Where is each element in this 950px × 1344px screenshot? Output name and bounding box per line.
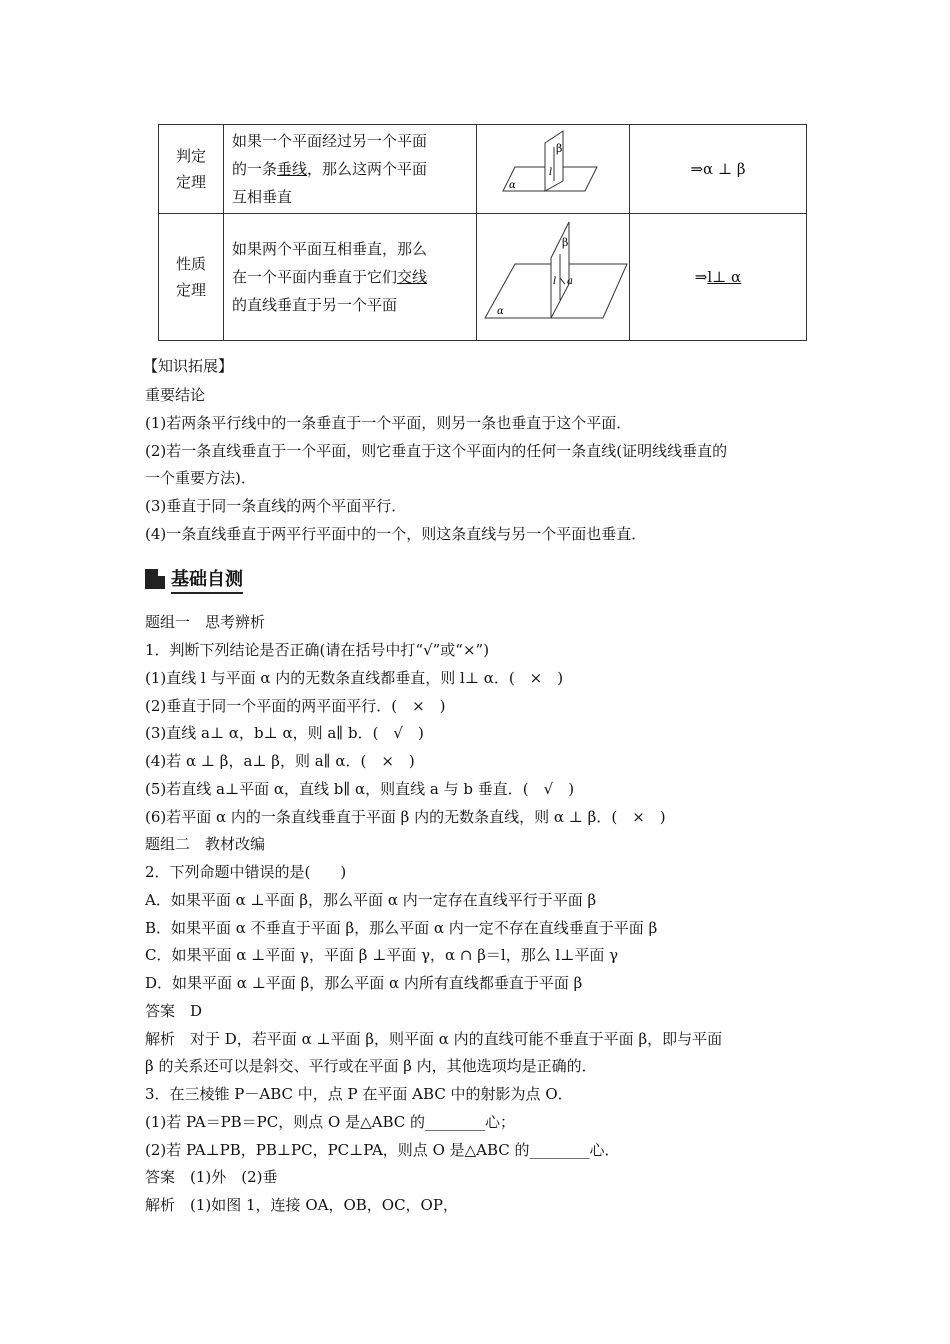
- theorem-symbol-prefix: ⇒: [694, 268, 708, 286]
- section-title: 基础自测: [171, 565, 243, 594]
- section-heading: [145, 565, 243, 593]
- judgement-item: (2)垂直于同一个平面的两平面平行．( × ): [145, 697, 446, 715]
- analysis-line: 解析 (1)如图 1，连接 OA，OB，OC，OP，: [145, 1196, 458, 1214]
- judgement-item: (4)若 α ⊥ β，a⊥ β，则 a∥ α．( × ): [145, 752, 415, 770]
- question-stem: 2．下列命题中错误的是( ): [145, 863, 347, 881]
- theorem-symbol-cell: [630, 214, 807, 341]
- judgement-item: (6)若平面 α 内的一条直线垂直于平面 β 内的无数条直线，则 α ⊥ β．( × ): [145, 808, 666, 826]
- theorem-name-cell: [159, 125, 224, 214]
- sub-question: (1)若 PA＝PB＝PC，则点 O 是△ABC 的________心；: [145, 1113, 515, 1131]
- theorem-figure-cell: [477, 214, 630, 341]
- group-heading: 题组一 思考辨析: [145, 613, 266, 631]
- label-alpha: α: [509, 180, 516, 191]
- extension-item: (2)若一条直线垂直于一个平面，则它垂直于这个平面内的任何一条直线(证明线线垂直的: [145, 442, 728, 460]
- choice-option: B．如果平面 α 不垂直于平面 β，那么平面 α 内一定不存在直线垂直于平面 β: [145, 919, 658, 937]
- perpendicular-planes-figure-2: [477, 214, 629, 336]
- table-row: [159, 125, 807, 214]
- label-l: l: [549, 167, 553, 178]
- table-row: [159, 214, 807, 341]
- extension-item: (4)一条直线垂直于两平行平面中的一个，则这条直线与另一个平面也垂直．: [145, 525, 647, 543]
- theorem-text-line: 如果两个平面互相垂直，那么: [232, 240, 428, 258]
- theorem-symbol-cell: [630, 125, 807, 214]
- text-segment: 在一个平面内垂直于它们: [232, 268, 398, 286]
- judgement-item: (5)若直线 a⊥平面 α，直线 b∥ α，则直线 a 与 b 垂直．( √ ): [145, 780, 575, 798]
- group-heading: 题组二 教材改编: [145, 835, 266, 853]
- extension-item: (1)若两条平行线中的一条垂直于一个平面，则另一条也垂直于这个平面．: [145, 414, 632, 432]
- theorem-name-line: 判定: [175, 147, 206, 165]
- extension-item: 一个重要方法)．: [145, 469, 256, 487]
- label-beta: β: [556, 142, 563, 155]
- judgement-item: (3)直线 a⊥ α，b⊥ α，则 a∥ b．( √ ): [145, 724, 424, 742]
- text-segment: ，那么这两个平面: [307, 160, 428, 178]
- label-beta: β: [562, 236, 569, 249]
- label-a: a: [567, 276, 573, 287]
- theorem-text-line: 的直线垂直于另一个平面: [232, 296, 398, 314]
- choice-option: A．如果平面 α ⊥平面 β，那么平面 α 内一定存在直线平行于平面 β: [145, 891, 597, 909]
- theorem-text-cell: [224, 214, 477, 341]
- choice-option: D．如果平面 α ⊥平面 β，那么平面 α 内所有直线都垂直于平面 β: [145, 974, 583, 992]
- question-stem: 3．在三棱锥 P－ABC 中，点 P 在平面 ABC 中的射影为点 O．: [145, 1085, 573, 1103]
- question-stem: 1．判断下列结论是否正确(请在括号中打“√”或“×”): [145, 641, 490, 659]
- sub-question: (2)若 PA⊥PB，PB⊥PC，PC⊥PA，则点 O 是△ABC 的________心．: [145, 1141, 620, 1159]
- theorem-name-cell: [159, 214, 224, 341]
- theorem-symbol-answer: l⊥ α: [707, 268, 742, 286]
- extension-item: (3)垂直于同一条直线的两个平面平行．: [145, 497, 407, 515]
- theorem-symbol: ⇒α ⊥ β: [690, 160, 746, 178]
- judgement-item: (1)直线 l 与平面 α 内的无数条直线都垂直，则 l⊥ α．( × ): [145, 669, 564, 687]
- analysis-line: 解析 对于 D，若平面 α ⊥平面 β，则平面 α 内的直线可能不垂直于平面 β，即与平面: [145, 1030, 723, 1048]
- label-l: l: [553, 276, 557, 287]
- theorem-text-cell: [224, 125, 477, 214]
- theorem-text-line: 互相垂直: [232, 188, 293, 206]
- answer-line: 答案 D: [145, 1002, 203, 1020]
- analysis-line: β 的关系还可以是斜交、平行或在平面 β 内，其他选项均是正确的．: [145, 1057, 597, 1075]
- theorem-name-line: 定理: [175, 281, 206, 299]
- underlined-term: 垂线: [277, 160, 308, 178]
- theorem-name-line: 定理: [175, 173, 206, 191]
- theorem-text-line: [232, 263, 468, 291]
- theorem-name-line: 性质: [175, 255, 206, 273]
- extension-header: 【知识拓展】: [143, 357, 234, 375]
- theorem-text-line: 如果一个平面经过另一个平面: [232, 132, 428, 150]
- underlined-term: 交线: [397, 268, 428, 286]
- extension-subheader: 重要结论: [145, 386, 206, 404]
- section-marker-icon: [145, 569, 165, 589]
- theorem-table: [158, 124, 807, 341]
- theorem-figure-cell: [477, 125, 630, 214]
- text-segment: 的一条: [232, 160, 278, 178]
- answer-line: 答案 (1)外 (2)垂: [145, 1168, 278, 1186]
- label-alpha: α: [497, 306, 504, 317]
- theorem-text-line: [232, 155, 468, 183]
- choice-option: C．如果平面 α ⊥平面 γ，平面 β ⊥平面 γ，α ∩ β＝l，那么 l⊥平面 γ: [145, 946, 619, 964]
- perpendicular-planes-figure-1: [477, 125, 629, 209]
